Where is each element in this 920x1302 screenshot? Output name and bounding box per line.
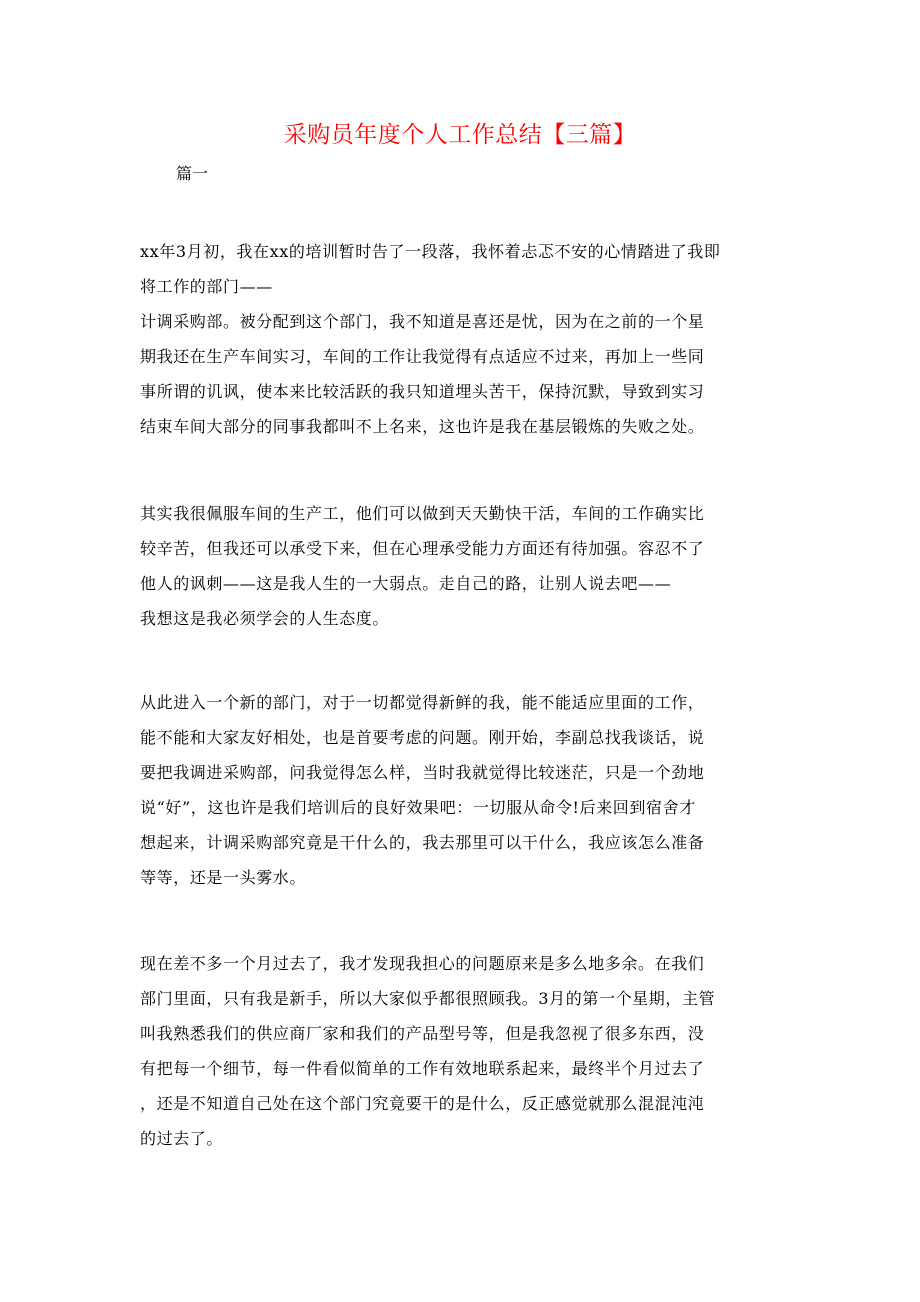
paragraph-line: 等等，还是一头雾水。	[140, 868, 307, 887]
paragraph-1	[140, 234, 790, 444]
paragraph-line: 将工作的部门——	[140, 277, 273, 296]
paragraph-line: 有把每一个细节，每一件看似简单的工作有效地联系起来，最终半个月过去了	[140, 1059, 705, 1078]
paragraph-line: 他人的讽刺——这是我人生的一大弱点。走自己的路，让别人说去吧——	[140, 574, 672, 593]
paragraph-line: 我想这是我必须学会的人生态度。	[140, 609, 390, 628]
paragraph-line: 计调采购部。被分配到这个部门，我不知道是喜还是忧，因为在之前的一个星	[140, 312, 705, 331]
paragraph-line: 想起来，计调采购部究竟是干什么的，我去那里可以干什么，我应该怎么准备	[140, 833, 705, 852]
paragraph-line: 说“好”，这也许是我们培训后的良好效果吧：一切服从命令!后来回到宿舍才	[140, 798, 696, 817]
paragraph-line: 能不能和大家友好相处，也是首要考虑的问题。刚开始，李副总找我谈话，说	[140, 728, 705, 747]
paragraph-line: 结束车间大部分的同事我都叫不上名来，这也许是我在基层锻炼的失败之处。	[140, 417, 705, 436]
paragraph-line: 叫我熟悉我们的供应商厂家和我们的产品型号等，但是我忽视了很多东西，没	[140, 1024, 705, 1043]
paragraph-line: 部门里面，只有我是新手，所以大家似乎都很照顾我。3月的第一个星期，主管	[140, 989, 716, 1008]
paragraph-line: 的过去了。	[140, 1129, 224, 1148]
paragraph-line: 其实我很佩服车间的生产工，他们可以做到天天勤快干活，车间的工作确实比	[140, 504, 705, 523]
paragraph-line: ，还是不知道自己处在这个部门究竟要干的是什么，反正感觉就那么混混沌沌	[140, 1094, 705, 1113]
paragraph-line: 从此进入一个新的部门，对于一切都觉得新鲜的我，能不能适应里面的工作，	[140, 693, 705, 712]
paragraph-line: xx年3月初，我在xx的培训暂时告了一段落，我怀着忐忑不安的心情踏进了我即	[140, 242, 721, 261]
paragraph-line: 期我还在生产车间实习，车间的工作让我觉得有点适应不过来，再加上一些同	[140, 347, 705, 366]
paragraph-line: 要把我调进采购部，问我觉得怎么样，当时我就觉得比较迷茫，只是一个劲地	[140, 763, 705, 782]
section-label: 篇一	[176, 164, 209, 183]
paragraph-line: 现在差不多一个月过去了，我才发现我担心的问题原来是多么地多余。在我们	[140, 954, 705, 973]
paragraph-line: 较辛苦，但我还可以承受下来，但在心理承受能力方面还有待加强。容忍不了	[140, 539, 705, 558]
paragraph-line: 事所谓的讥讽，使本来比较活跃的我只知道埋头苦干，保持沉默，导致到实习	[140, 382, 705, 401]
paragraph-4	[140, 946, 790, 1156]
document-title: 采购员年度个人工作总结【三篇】	[283, 122, 637, 148]
paragraph-2	[140, 496, 790, 636]
paragraph-3	[140, 685, 790, 895]
